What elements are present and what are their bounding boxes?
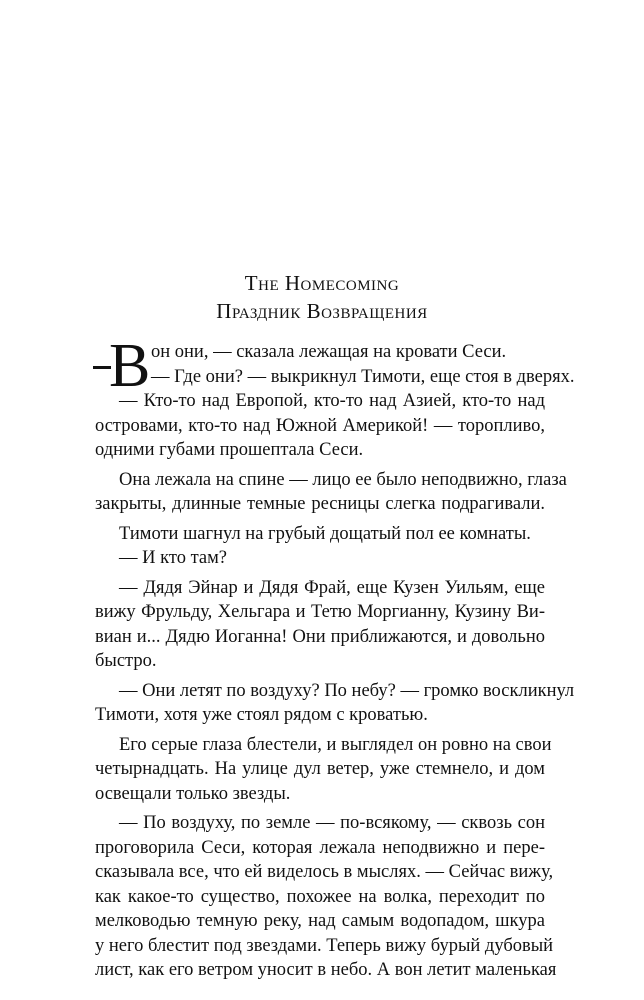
text-line: одними губами прошептала Сеси. [95,440,364,460]
text-line: четырнадцать. На улице дул ветер, уже стемнело, и дом [95,759,545,779]
text-line: виан и... Дядю Иоганна! Они приближаются, и довольно [95,626,545,647]
text-line: мелководью темную реку, над самым водопадом, шкура [95,911,545,931]
text-line: островами, кто-то над Южной Америкой! — торопливо, [95,415,545,436]
text-line: как какое-то существо, похожее на волка, переходит по [95,886,545,907]
text-line: — Дядя Эйнар и Дядя Фрай, еще Кузен Уильям, еще [119,577,545,598]
text-line: Тимоти, хотя уже стоял рядом с кроватью. [95,705,428,725]
text-line: — Где они? — выкрикнул Тимоти, еще стоя в дверях. [151,366,575,387]
body-text [95,332,575,983]
text-line: вижу Фрульду, Хельгара и Тетю Моргианну, Кузину Ви- [95,602,545,622]
text-line: Его серые глаза блестели, и выглядел он ровно на свои [119,734,552,755]
text-line: сказывала все, что ей виделось в мыслях. — Сейчас вижу, [95,862,554,882]
text-line: лист, как его ветром уносит в небо. А вон летит маленькая [95,960,557,980]
drop-cap: В [109,332,151,400]
text-line: — И кто там? [119,548,228,568]
text-line: у него блестит под звездами. Теперь вижу бурый дубовый [95,935,554,956]
text-line: — По воздуху, по земле — по-всякому, — сквозь сон [119,813,545,833]
text-line: Тимоти шагнул на грубый дощатый пол ее комнаты. [119,523,531,544]
text-line: быстро. [95,651,157,671]
text-line: он они, — сказала лежащая на кровати Сеси. [151,342,507,362]
text-line: Она лежала на спине — лицо ее было неподвижно, глаза [119,469,567,490]
text-line: — Кто-то над Европой, кто-то над Азией, кто-то над [119,391,545,411]
chapter-title-russian: Праздник Возвращения [216,299,428,323]
text-line: закрыты, длинные темные ресницы слегка подрагивали. [95,494,545,514]
chapter-title-english: The Homecoming [244,271,400,295]
text-line: освещали только звезды. [95,783,291,804]
text-line: проговорила Сеси, которая лежала неподвижно и пере- [95,837,545,858]
text-line: — Они летят по воздуху? По небу? — громко воскликнул [119,680,575,701]
